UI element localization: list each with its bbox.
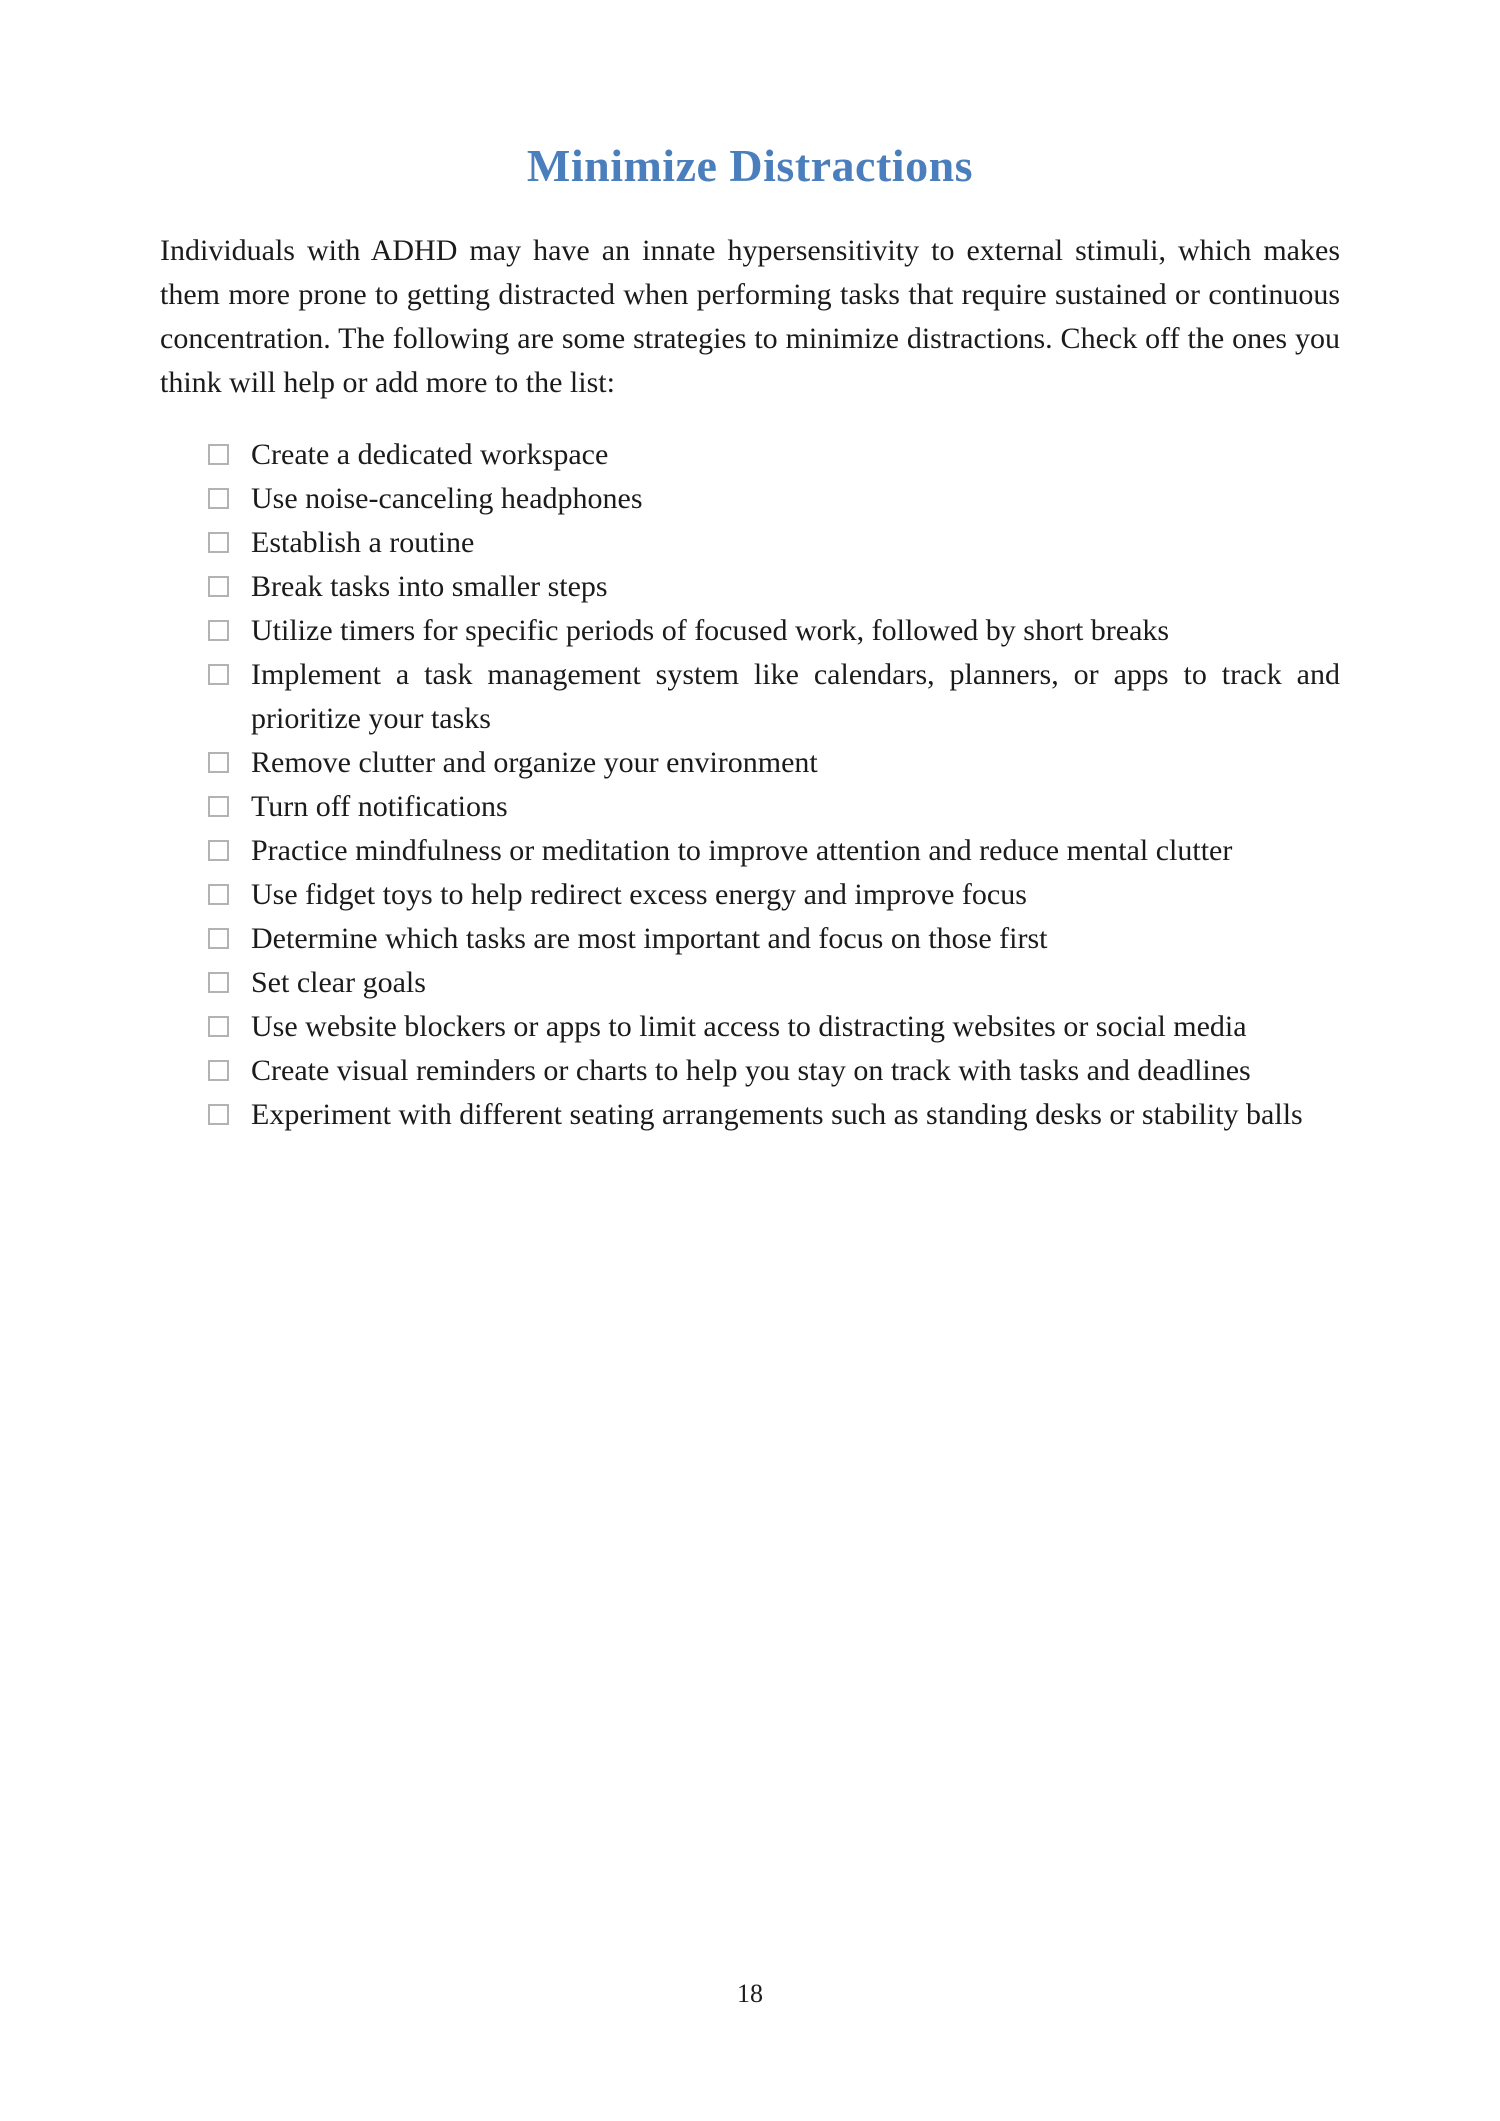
checkbox-icon[interactable] [208,620,229,641]
checkbox-icon[interactable] [208,928,229,949]
page-number: 18 [737,1979,763,2008]
checklist-item-label: Establish a routine [251,526,475,560]
intro-paragraph: Individuals with ADHD may have an innate hypersensitivity to external stimuli, which makes them more prone to getting distracted when performing tasks that require sustained or continuous concentration. The following are some strategies to minimize distractions. Check off the ones you think will help or add more to the list: [160,234,1340,400]
checkbox-icon[interactable] [208,444,229,465]
checklist-item [208,829,1340,873]
checklist-item-label: Implement a task management system like calendars, planners, or apps to track and prioritize your tasks [251,658,1340,736]
checklist-item-label: Turn off notifications [251,790,508,824]
checklist-item-label: Utilize timers for specific periods of focused work, followed by short breaks [251,614,1170,648]
checklist-item-label: Use fidget toys to help redirect excess energy and improve focus [251,878,1027,912]
checklist-item [208,1049,1340,1093]
checklist-item-label: Use noise-canceling headphones [251,482,643,516]
checklist [160,433,1340,1137]
checkbox-icon[interactable] [208,1060,229,1081]
checkbox-icon[interactable] [208,796,229,817]
checklist-item [208,873,1340,917]
checklist-item [208,653,1340,741]
checklist-item [208,785,1340,829]
checklist-item-label: Practice mindfulness or meditation to improve attention and reduce mental clutter [251,834,1233,868]
checkbox-icon[interactable] [208,972,229,993]
checklist-item [208,433,1340,477]
checklist-item-label: Use website blockers or apps to limit access to distracting websites or social media [251,1010,1247,1044]
checklist-item-label: Remove clutter and organize your environment [251,746,818,780]
checklist-item-label: Set clear goals [251,966,426,1000]
checkbox-icon[interactable] [208,576,229,597]
checklist-item-label: Create visual reminders or charts to help you stay on track with tasks and deadlines [251,1054,1251,1088]
checklist-item [208,521,1340,565]
checklist-item [208,1005,1340,1049]
page-title: Minimize Distractions [526,140,974,191]
checklist-item-label: Determine which tasks are most important and focus on those first [251,922,1048,956]
checklist-item [208,1093,1340,1137]
checkbox-icon[interactable] [208,1016,229,1037]
checklist-item [208,961,1340,1005]
checkbox-icon[interactable] [208,664,229,685]
checklist-item-label: Create a dedicated workspace [251,438,609,472]
checkbox-icon[interactable] [208,532,229,553]
checklist-item [208,741,1340,785]
checklist-item [208,477,1340,521]
checklist-item-label: Experiment with different seating arrangements such as standing desks or stability balls [251,1098,1303,1132]
checkbox-icon[interactable] [208,752,229,773]
checkbox-icon[interactable] [208,884,229,905]
checklist-item [208,609,1340,653]
checklist-item-label: Break tasks into smaller steps [251,570,608,604]
checkbox-icon[interactable] [208,488,229,509]
checklist-item [208,917,1340,961]
checkbox-icon[interactable] [208,840,229,861]
checkbox-icon[interactable] [208,1104,229,1125]
checklist-item [208,565,1340,609]
